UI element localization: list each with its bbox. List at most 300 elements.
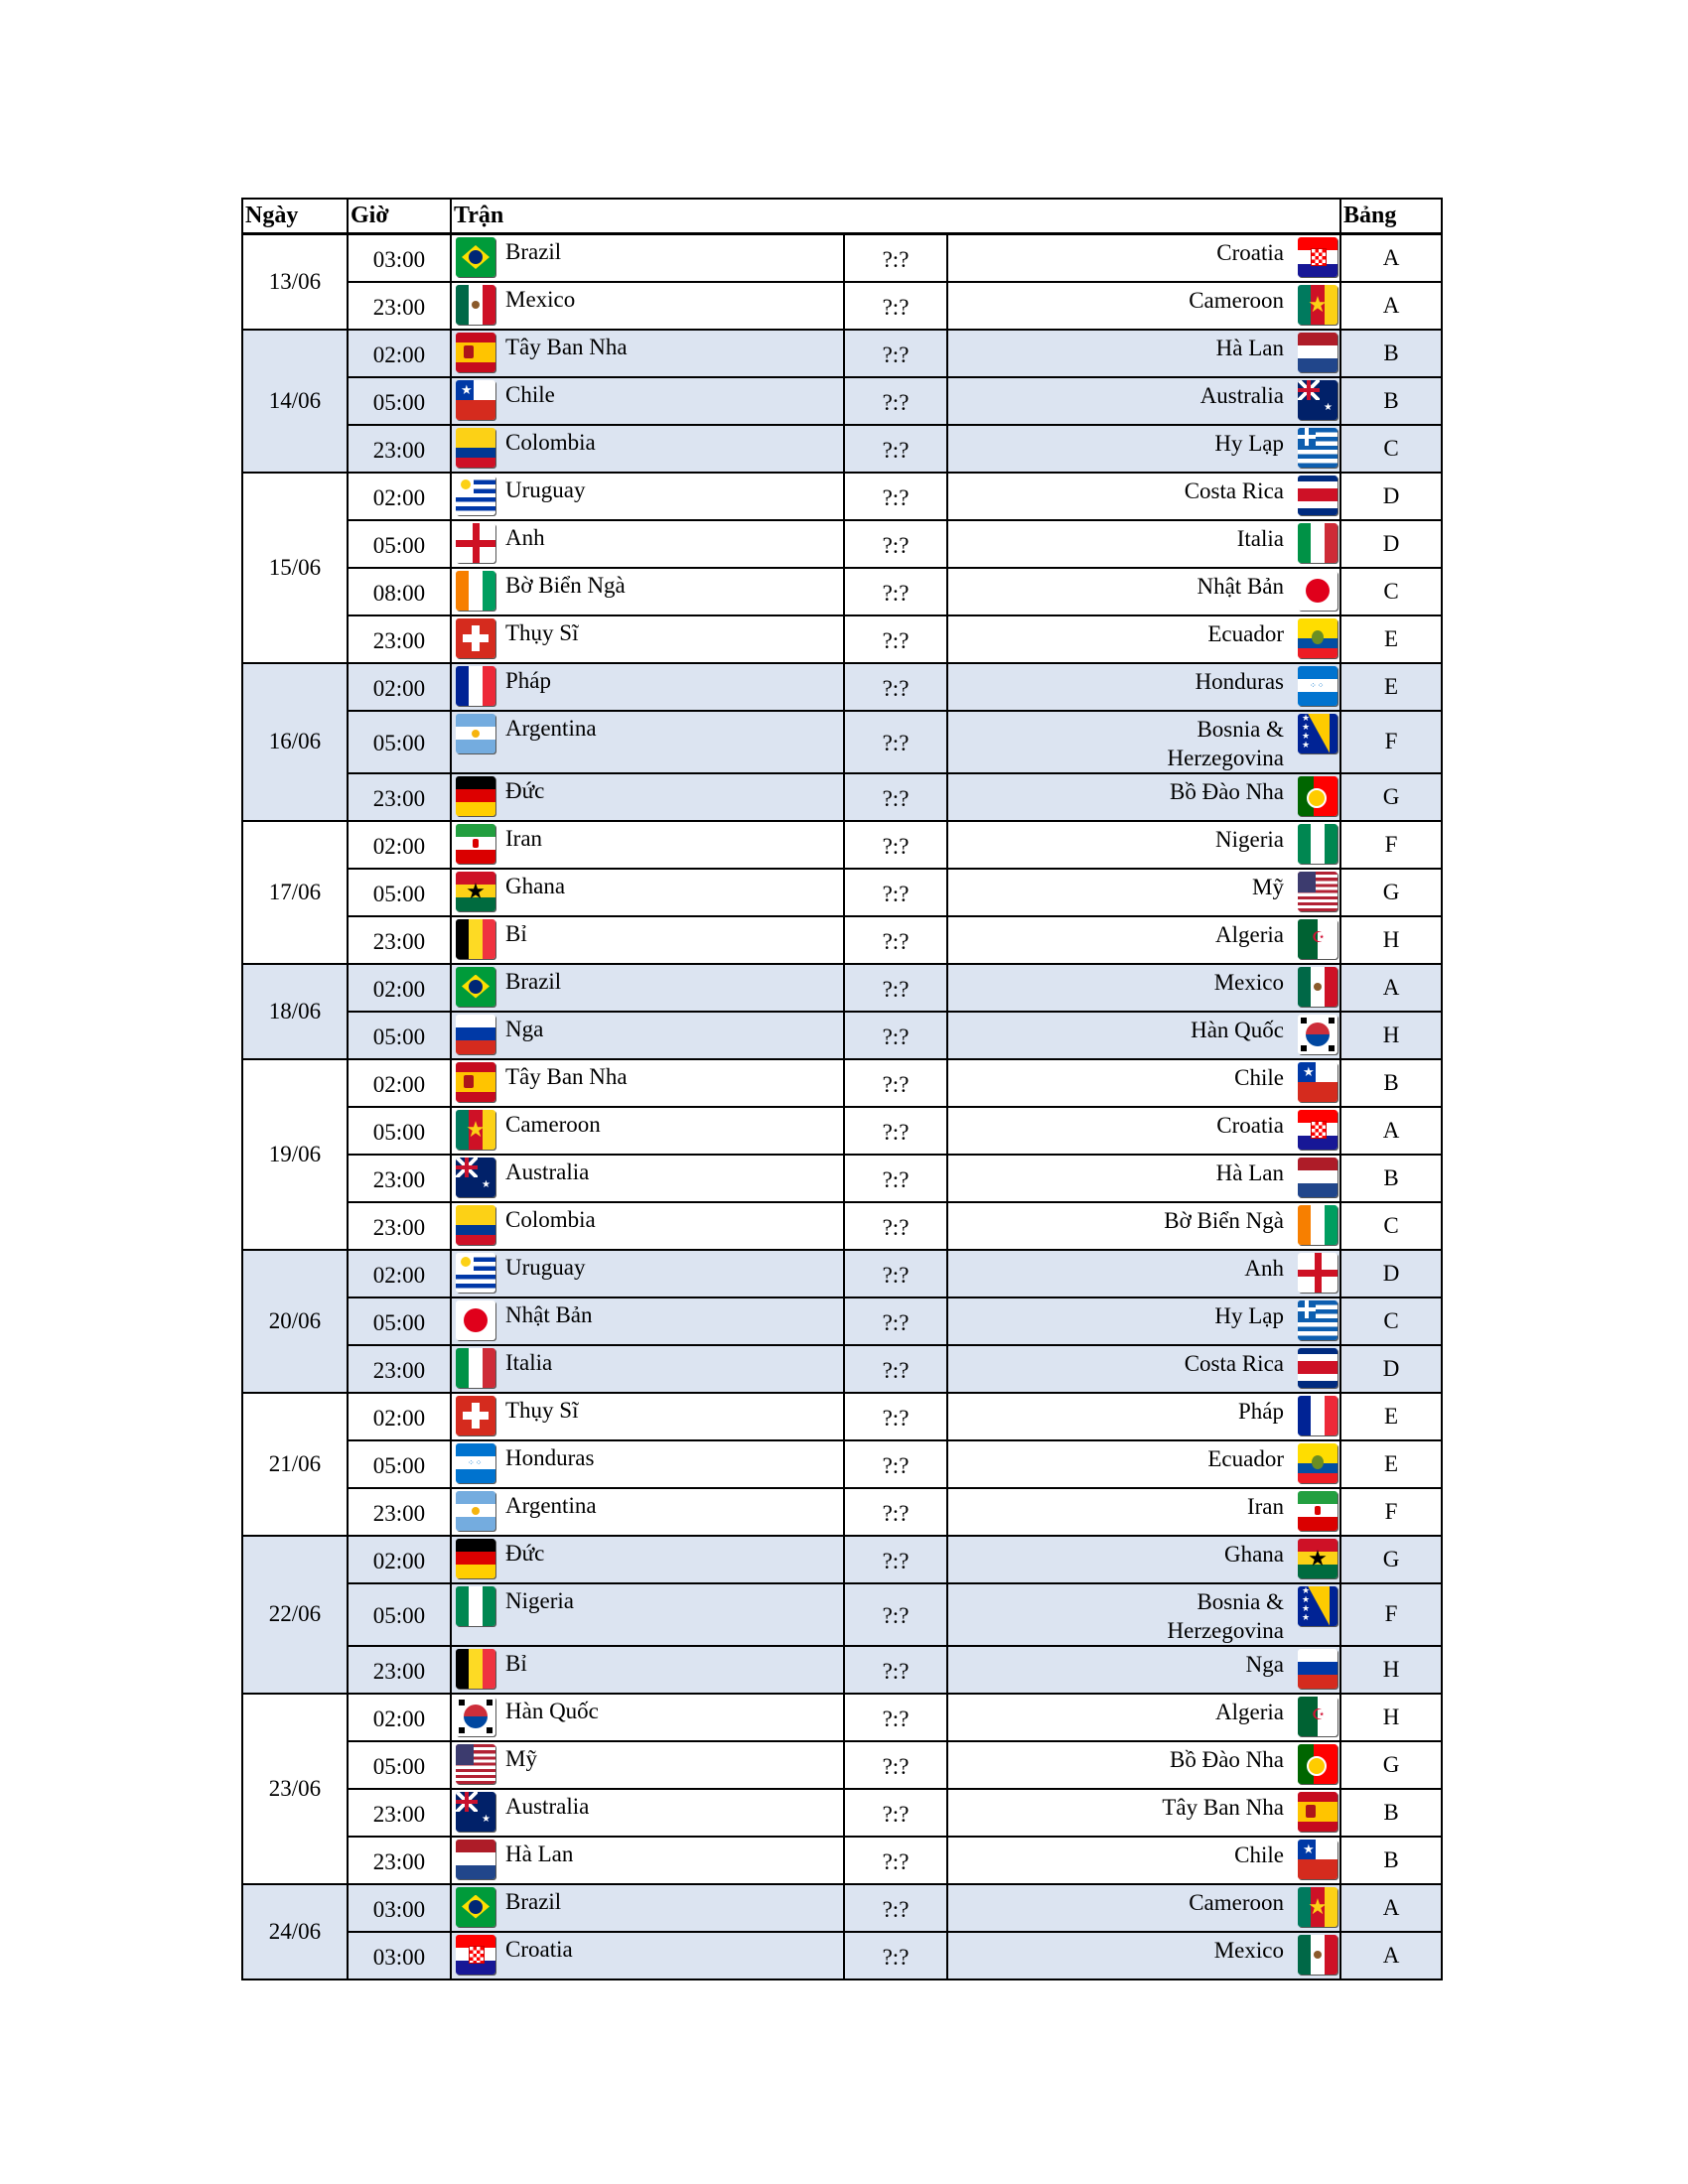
away-team-cell: [947, 1250, 1340, 1297]
match-group: B: [1340, 1837, 1442, 1884]
match-group: C: [1340, 1202, 1442, 1250]
away-team: [948, 1742, 1339, 1784]
away-team-cell: [947, 1393, 1340, 1440]
match-group: B: [1340, 330, 1442, 377]
match-score: ?:?: [844, 1789, 947, 1837]
away-team-name: Ghana: [1223, 1541, 1284, 1567]
match-score: ?:?: [844, 1884, 947, 1932]
home-team: [452, 1251, 843, 1293]
away-team-name: Pháp: [1238, 1398, 1284, 1424]
home-team-cell: [451, 282, 844, 330]
greece-flag-icon: [1298, 1300, 1337, 1340]
costa-rica-flag-icon: [1298, 1348, 1337, 1388]
home-team: [452, 1790, 843, 1832]
match-score: ?:?: [844, 473, 947, 520]
bosnia-flag-icon: ★★★★: [1298, 1586, 1337, 1626]
home-team-name: Thụy Sĩ: [505, 1397, 579, 1423]
home-team-cell: [451, 1107, 844, 1155]
portugal-flag-icon: [1298, 1744, 1337, 1784]
match-score: ?:?: [844, 1932, 947, 1979]
home-team-name: Italia: [505, 1349, 553, 1375]
home-team: [452, 331, 843, 372]
match-group: C: [1340, 568, 1442, 615]
home-team: [452, 1298, 843, 1340]
away-team-name: Italia: [1236, 525, 1284, 551]
australia-flag-icon: ★: [1298, 380, 1337, 420]
away-team: [948, 1695, 1339, 1736]
away-team-name: Algeria: [1215, 921, 1284, 947]
home-team-cell: [451, 568, 844, 615]
match-score: ?:?: [844, 568, 947, 615]
match-time: 23:00: [348, 1488, 451, 1536]
match-time: 23:00: [348, 1789, 451, 1837]
away-team-name: Bờ Biển Ngà: [1164, 1207, 1284, 1233]
home-team-name: Nigeria: [505, 1587, 574, 1613]
home-team: [452, 521, 843, 563]
croatia-flag-icon: [1298, 1110, 1337, 1150]
home-team: [452, 378, 843, 420]
away-team-name: Hàn Quốc: [1191, 1017, 1284, 1042]
match-row: [242, 1884, 1442, 1932]
croatia-flag-icon: [1298, 237, 1337, 277]
home-team-name: Tây Ban Nha: [505, 1063, 628, 1089]
home-team-cell: [451, 663, 844, 711]
ivory-coast-flag-icon: [456, 571, 495, 611]
match-score: ?:?: [844, 821, 947, 869]
match-time: 02:00: [348, 1536, 451, 1583]
home-team-name: Brazil: [505, 239, 562, 264]
home-team-cell: [451, 773, 844, 821]
match-row: [242, 1297, 1442, 1345]
home-team-cell: [451, 1202, 844, 1250]
home-team-cell: [451, 1250, 844, 1297]
home-team: [452, 870, 843, 911]
match-group: B: [1340, 1789, 1442, 1837]
away-team: [948, 616, 1339, 658]
home-team-cell: [451, 1297, 844, 1345]
match-row: [242, 1741, 1442, 1789]
header-row: [242, 199, 1442, 234]
bosnia-flag-icon: ★★★★: [1298, 714, 1337, 753]
germany-flag-icon: [456, 1539, 495, 1578]
ivory-coast-flag-icon: [1298, 1205, 1337, 1245]
match-time: 23:00: [348, 1837, 451, 1884]
header-match: Trận: [451, 199, 1340, 234]
away-team-cell: [947, 711, 1340, 773]
match-group: E: [1340, 1393, 1442, 1440]
match-score: ?:?: [844, 1250, 947, 1297]
match-row: [242, 1536, 1442, 1583]
home-team: [452, 774, 843, 816]
brazil-flag-icon: [456, 237, 495, 277]
away-team-name: Ecuador: [1207, 1445, 1284, 1471]
home-team-name: Uruguay: [505, 477, 586, 502]
cameroon-flag-icon: ★: [1298, 1887, 1337, 1927]
match-score: ?:?: [844, 711, 947, 773]
home-team: [452, 1838, 843, 1879]
match-score: ?:?: [844, 663, 947, 711]
home-team: [452, 822, 843, 864]
match-time: 05:00: [348, 1741, 451, 1789]
home-team-cell: [451, 615, 844, 663]
home-team-cell: [451, 869, 844, 916]
match-row: [242, 234, 1442, 282]
away-team-cell: [947, 1059, 1340, 1107]
home-team-cell: [451, 1488, 844, 1536]
russia-flag-icon: [456, 1015, 495, 1054]
away-team-name: Bosnia & Herzegovina: [1167, 1588, 1284, 1643]
away-team-cell: [947, 1107, 1340, 1155]
away-team: [948, 1394, 1339, 1435]
match-group: A: [1340, 1884, 1442, 1932]
match-row: [242, 520, 1442, 568]
home-team-name: Colombia: [505, 429, 596, 455]
match-score: ?:?: [844, 1488, 947, 1536]
match-row: [242, 821, 1442, 869]
match-group: A: [1340, 1932, 1442, 1979]
away-team: [948, 331, 1339, 372]
home-team-name: Australia: [505, 1793, 590, 1819]
match-time: 23:00: [348, 1345, 451, 1393]
home-team-name: Thụy Sĩ: [505, 619, 579, 645]
away-team-cell: [947, 377, 1340, 425]
match-row: [242, 1107, 1442, 1155]
match-time: 05:00: [348, 1440, 451, 1488]
match-time: 02:00: [348, 964, 451, 1012]
match-time: 23:00: [348, 1646, 451, 1694]
chile-flag-icon: ★: [1298, 1840, 1337, 1879]
match-time: 23:00: [348, 1155, 451, 1202]
netherlands-flag-icon: [456, 1840, 495, 1879]
match-time: 02:00: [348, 1059, 451, 1107]
match-score: ?:?: [844, 1741, 947, 1789]
switzerland-flag-icon: [456, 1396, 495, 1435]
chile-flag-icon: ★: [1298, 1062, 1337, 1102]
home-team-name: Nga: [505, 1016, 544, 1041]
match-group: E: [1340, 1440, 1442, 1488]
home-team: [452, 1885, 843, 1927]
australia-flag-icon: ★: [456, 1158, 495, 1197]
home-team: [452, 1489, 843, 1531]
match-row: [242, 1583, 1442, 1646]
away-team-name: Cameroon: [1189, 287, 1284, 313]
home-team-name: Cameroon: [505, 1111, 601, 1137]
mexico-flag-icon: [1298, 1935, 1337, 1975]
match-group: H: [1340, 1646, 1442, 1694]
match-row: [242, 1837, 1442, 1884]
match-date: 17/06: [242, 821, 348, 964]
home-team-name: Honduras: [505, 1444, 595, 1470]
away-team-name: Honduras: [1195, 668, 1284, 694]
away-team: [948, 712, 1339, 772]
match-score: ?:?: [844, 1012, 947, 1059]
away-team-name: Anh: [1244, 1255, 1284, 1281]
away-team-name: Chile: [1234, 1842, 1284, 1867]
away-team-cell: [947, 1488, 1340, 1536]
away-team-cell: [947, 1646, 1340, 1694]
away-team-cell: [947, 964, 1340, 1012]
match-score: ?:?: [844, 234, 947, 282]
match-score: ?:?: [844, 1440, 947, 1488]
away-team-name: Mexico: [1213, 969, 1284, 995]
match-row: [242, 473, 1442, 520]
home-team: [452, 426, 843, 468]
home-team: [452, 1394, 843, 1435]
home-team-cell: [451, 377, 844, 425]
colombia-flag-icon: [456, 1205, 495, 1245]
match-time: 23:00: [348, 773, 451, 821]
home-team-cell: [451, 520, 844, 568]
home-team-name: Chile: [505, 381, 555, 407]
nigeria-flag-icon: [456, 1586, 495, 1626]
away-team: [948, 822, 1339, 864]
match-row: [242, 869, 1442, 916]
home-team-name: Đức: [505, 777, 545, 803]
cameroon-flag-icon: ★: [1298, 285, 1337, 325]
croatia-flag-icon: [456, 1935, 495, 1975]
costa-rica-flag-icon: [1298, 476, 1337, 515]
home-team-cell: [451, 1694, 844, 1741]
home-team-name: Iran: [505, 825, 543, 851]
match-date: 20/06: [242, 1250, 348, 1393]
match-row: [242, 377, 1442, 425]
match-group: B: [1340, 1059, 1442, 1107]
home-team-cell: [451, 425, 844, 473]
home-team-cell: [451, 1393, 844, 1440]
match-group: E: [1340, 663, 1442, 711]
home-team-cell: [451, 821, 844, 869]
nigeria-flag-icon: [1298, 824, 1337, 864]
usa-flag-icon: [456, 1744, 495, 1784]
home-team-name: Argentina: [505, 715, 597, 741]
match-row: [242, 916, 1442, 964]
home-team-cell: [451, 1155, 844, 1202]
match-group: F: [1340, 711, 1442, 773]
home-team-name: Mexico: [505, 286, 576, 312]
match-time: 23:00: [348, 615, 451, 663]
home-team-name: Brazil: [505, 968, 562, 994]
match-score: ?:?: [844, 1393, 947, 1440]
ecuador-flag-icon: [1298, 618, 1337, 658]
header-time: Giờ: [348, 199, 451, 234]
away-team: [948, 1108, 1339, 1150]
match-group: A: [1340, 1107, 1442, 1155]
match-group: G: [1340, 1741, 1442, 1789]
home-team-name: Mỹ: [505, 1745, 537, 1771]
home-team-cell: [451, 1440, 844, 1488]
match-score: ?:?: [844, 1155, 947, 1202]
home-team: [452, 283, 843, 325]
away-team-name: Bồ Đào Nha: [1170, 778, 1284, 804]
match-row: [242, 711, 1442, 773]
home-team-name: Đức: [505, 1540, 545, 1566]
france-flag-icon: [1298, 1396, 1337, 1435]
match-score: ?:?: [844, 330, 947, 377]
home-team: [452, 965, 843, 1007]
match-time: 23:00: [348, 425, 451, 473]
match-group: F: [1340, 821, 1442, 869]
match-group: C: [1340, 1297, 1442, 1345]
home-team: [452, 235, 843, 277]
away-team: [948, 1013, 1339, 1054]
away-team-cell: [947, 1012, 1340, 1059]
match-date: 16/06: [242, 663, 348, 821]
away-team: [948, 1156, 1339, 1197]
match-time: 02:00: [348, 330, 451, 377]
home-team: [452, 569, 843, 611]
argentina-flag-icon: [456, 1491, 495, 1531]
away-team-cell: [947, 615, 1340, 663]
away-team-cell: [947, 282, 1340, 330]
home-team-cell: [451, 964, 844, 1012]
match-date: 24/06: [242, 1884, 348, 1979]
home-team: [452, 1060, 843, 1102]
match-score: ?:?: [844, 1837, 947, 1884]
away-team-cell: [947, 1202, 1340, 1250]
home-team: [452, 1108, 843, 1150]
away-team: [948, 664, 1339, 706]
match-score: ?:?: [844, 1583, 947, 1646]
match-date: 19/06: [242, 1059, 348, 1250]
away-team-cell: [947, 1932, 1340, 1979]
match-group: D: [1340, 1345, 1442, 1393]
home-team-cell: [451, 473, 844, 520]
match-row: [242, 1155, 1442, 1202]
match-date: 13/06: [242, 234, 348, 330]
away-team-name: Nga: [1245, 1651, 1284, 1677]
belgium-flag-icon: [456, 1649, 495, 1689]
away-team-name: Nhật Bản: [1196, 573, 1284, 599]
match-score: ?:?: [844, 425, 947, 473]
away-team: [948, 1489, 1339, 1531]
match-group: G: [1340, 1536, 1442, 1583]
spain-flag-icon: [456, 1062, 495, 1102]
match-group: B: [1340, 377, 1442, 425]
schedule-sheet: [241, 198, 1441, 1980]
away-team-cell: [947, 773, 1340, 821]
match-group: D: [1340, 520, 1442, 568]
chile-flag-icon: ★: [456, 380, 495, 420]
away-team-cell: [947, 1536, 1340, 1583]
home-team-name: Anh: [505, 524, 545, 550]
away-team-name: Hy Lạp: [1214, 430, 1284, 456]
match-row: [242, 1488, 1442, 1536]
match-row: [242, 1345, 1442, 1393]
argentina-flag-icon: [456, 714, 495, 753]
home-team-cell: [451, 1583, 844, 1646]
match-row: [242, 1694, 1442, 1741]
away-team-name: Croatia: [1216, 240, 1284, 265]
match-time: 23:00: [348, 1202, 451, 1250]
away-team-name: Costa Rica: [1184, 1350, 1284, 1376]
match-time: 02:00: [348, 1393, 451, 1440]
match-time: 03:00: [348, 1884, 451, 1932]
match-score: ?:?: [844, 282, 947, 330]
colombia-flag-icon: [456, 428, 495, 468]
home-team: [452, 1647, 843, 1689]
away-team-name: Cameroon: [1189, 1889, 1284, 1915]
away-team-name: Bosnia & Herzegovina: [1167, 716, 1284, 770]
match-time: 05:00: [348, 1107, 451, 1155]
home-team: [452, 1537, 843, 1578]
away-team-cell: [947, 568, 1340, 615]
france-flag-icon: [456, 666, 495, 706]
match-time: 02:00: [348, 821, 451, 869]
away-team: [948, 1298, 1339, 1340]
home-team-name: Bỉ: [505, 1650, 527, 1676]
match-group: B: [1340, 1155, 1442, 1202]
away-team: [948, 1885, 1339, 1927]
away-team-name: Nigeria: [1215, 826, 1284, 852]
match-time: 05:00: [348, 520, 451, 568]
match-row: [242, 1646, 1442, 1694]
away-team-name: Tây Ban Nha: [1162, 1794, 1284, 1820]
ecuador-flag-icon: [1298, 1443, 1337, 1483]
match-row: [242, 1932, 1442, 1979]
brazil-flag-icon: [456, 1887, 495, 1927]
netherlands-flag-icon: [1298, 333, 1337, 372]
brazil-flag-icon: [456, 967, 495, 1007]
home-team-cell: [451, 234, 844, 282]
algeria-flag-icon: ☪: [1298, 919, 1337, 959]
match-group: E: [1340, 615, 1442, 663]
away-team: [948, 870, 1339, 911]
away-team-name: Costa Rica: [1184, 478, 1284, 503]
uruguay-flag-icon: [456, 476, 495, 515]
match-time: 02:00: [348, 1694, 451, 1741]
away-team: [948, 1346, 1339, 1388]
netherlands-flag-icon: [1298, 1158, 1337, 1197]
away-team: [948, 1537, 1339, 1578]
match-score: ?:?: [844, 615, 947, 663]
portugal-flag-icon: [1298, 776, 1337, 816]
match-date: 23/06: [242, 1694, 348, 1884]
home-team-cell: [451, 330, 844, 377]
japan-flag-icon: [456, 1300, 495, 1340]
mexico-flag-icon: [1298, 967, 1337, 1007]
match-row: [242, 1393, 1442, 1440]
home-team-name: Pháp: [505, 667, 551, 693]
home-team: [452, 1156, 843, 1197]
germany-flag-icon: [456, 776, 495, 816]
away-team: [948, 1060, 1339, 1102]
switzerland-flag-icon: [456, 618, 495, 658]
match-row: [242, 1440, 1442, 1488]
away-team: [948, 1441, 1339, 1483]
match-group: D: [1340, 1250, 1442, 1297]
away-team-cell: [947, 1155, 1340, 1202]
match-row: [242, 568, 1442, 615]
home-team: [452, 1742, 843, 1784]
home-team-name: Tây Ban Nha: [505, 334, 628, 359]
match-time: 05:00: [348, 869, 451, 916]
match-score: ?:?: [844, 964, 947, 1012]
away-team-cell: [947, 1694, 1340, 1741]
away-team: [948, 1584, 1339, 1645]
away-team-name: Hà Lan: [1215, 335, 1284, 360]
away-team-cell: [947, 869, 1340, 916]
match-group: F: [1340, 1488, 1442, 1536]
match-row: [242, 1012, 1442, 1059]
greece-flag-icon: [1298, 428, 1337, 468]
away-team: [948, 965, 1339, 1007]
header-date: Ngày: [242, 199, 348, 234]
match-time: 02:00: [348, 473, 451, 520]
match-row: [242, 330, 1442, 377]
home-team-name: Argentina: [505, 1492, 597, 1518]
match-group: A: [1340, 282, 1442, 330]
match-time: 23:00: [348, 282, 451, 330]
